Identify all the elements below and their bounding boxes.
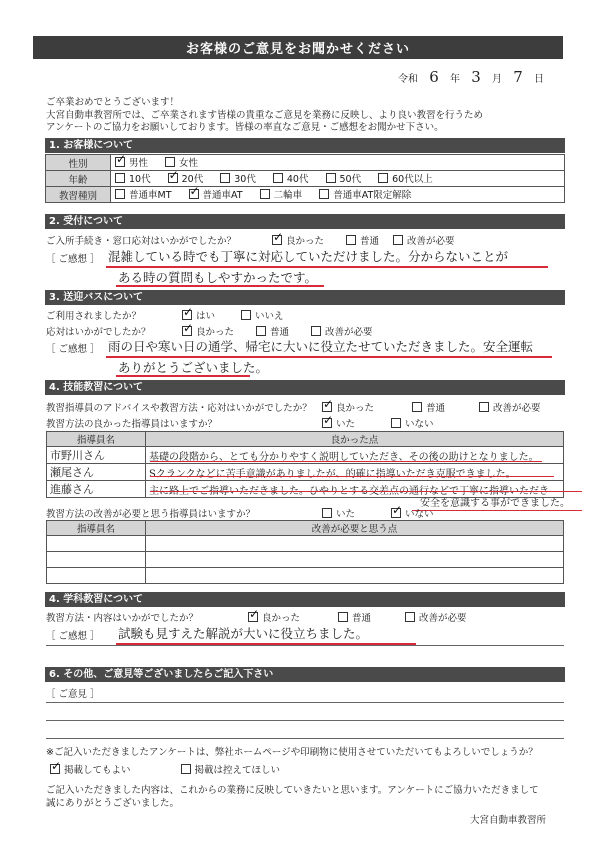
good-point[interactable]: Sクランクなどに苦手意識がありましたが、的確に指導いただき克服できました。 (146, 464, 564, 481)
table-row (47, 536, 564, 552)
improve-point-header: 改善が必要と思う点 (146, 521, 564, 536)
good-instructor-question: 教習方法の良かった指導員はいますか？ (46, 419, 218, 430)
good-instructor-yes-option[interactable] (322, 416, 355, 430)
course-motorcycle-option[interactable] (260, 187, 303, 201)
comment-rule[interactable] (46, 738, 564, 739)
option-label: 30代 (234, 174, 256, 185)
instructor-name-header: 指導員名 (47, 432, 146, 447)
option-label: いた (336, 419, 356, 430)
option-label: 二輪車 (273, 190, 303, 201)
option-label: 良かった (286, 236, 325, 247)
bad-instructor-table (46, 520, 564, 584)
table-header-row (47, 521, 564, 536)
checkbox[interactable] (346, 235, 356, 245)
checkbox[interactable] (220, 173, 230, 183)
option-label: 掲載してもよい (64, 765, 131, 776)
empty-cell[interactable] (146, 536, 564, 552)
empty-cell[interactable] (47, 536, 146, 552)
empty-cell[interactable] (146, 552, 564, 568)
bus-yes-option[interactable] (182, 308, 215, 322)
age-60plus-option[interactable] (378, 171, 433, 185)
option-label: 普通 (360, 236, 380, 247)
thanks-line: 誠にありがとうございました。 (46, 798, 180, 809)
section-skill-header: 4. 技能教習について (45, 380, 565, 395)
instructor-name[interactable]: 進藤さん (47, 481, 146, 498)
checkbox[interactable] (378, 173, 388, 183)
reception-good-option[interactable] (272, 233, 324, 247)
bad-instructor-yes-option[interactable] (322, 506, 355, 520)
good-point-header: 良かった点 (146, 432, 564, 447)
academic-comment-line[interactable]: 試験も見すえた解説が大いに役立ちました。 (118, 626, 369, 641)
checkbox-checked[interactable] (50, 764, 60, 774)
table-header-row (47, 432, 564, 447)
bus-comment-label-wrap: ［ ご感想 ］ (46, 344, 100, 355)
option-label: 改善が必要 (493, 403, 541, 414)
consent-no-option[interactable] (181, 762, 281, 776)
customer-table (45, 154, 565, 203)
course-mt-option[interactable] (115, 187, 172, 201)
checkbox[interactable] (405, 612, 415, 622)
date-month-unit: 月 (492, 74, 502, 85)
checkbox-checked[interactable] (189, 189, 199, 199)
section-customer-header: 1. お客様について (45, 138, 565, 153)
checkbox-checked[interactable] (272, 235, 282, 245)
bus-no-option[interactable] (241, 308, 284, 322)
good-point[interactable]: 基礎の段階から、とても分かりやすく説明していただき、その後の助けとなりました。 (146, 447, 564, 464)
option-label: 女性 (179, 158, 199, 169)
age-label: 年齢 (46, 171, 111, 187)
bus-comment-line[interactable]: 雨の日や寒い日の通学、帰宅に大いに役立たせていただきました。安全運転 (108, 339, 534, 354)
reception-question: ご入所手続き・窓口応対はいかがでしたか？ (46, 236, 237, 247)
checkbox[interactable] (165, 157, 175, 167)
academic-comment-label: ご感想 (58, 631, 88, 642)
age-row (46, 171, 565, 187)
option-label: 改善が必要 (407, 236, 455, 247)
other-comment-label-wrap: ［ ご意見 ］ (46, 689, 100, 700)
empty-cell[interactable] (47, 568, 146, 584)
table-row (47, 464, 564, 481)
bad-instructor-row (46, 506, 448, 520)
good-instructor-table (46, 431, 564, 498)
bus-improve-option[interactable] (311, 324, 373, 338)
thanks-text (46, 784, 566, 810)
skill-improve-option[interactable] (479, 400, 541, 414)
instructor-name[interactable]: 瀬尾さん (47, 464, 146, 481)
option-label: 良かった (336, 403, 375, 414)
option-label: いない (405, 509, 434, 520)
option-label: 良かった (262, 613, 301, 624)
academic-question-row (46, 610, 481, 624)
skill-question: 教習指導員のアドバイスや教習方法・応対はいかがでしたか？ (46, 403, 312, 414)
skill-normal-option[interactable] (412, 400, 445, 414)
course-at-option[interactable] (189, 187, 243, 201)
checkbox[interactable] (115, 173, 125, 183)
reception-comment-label: ご感想 (58, 254, 88, 265)
date-year[interactable]: 6 (429, 68, 439, 86)
bad-instructor-question: 教習方法の改善が必要と思う指導員はいますか？ (46, 509, 256, 520)
bus-comment-label: ご感想 (58, 344, 88, 355)
option-label: 改善が必要 (419, 613, 467, 624)
checkbox-checked[interactable] (182, 326, 192, 336)
option-label: 普通 (270, 327, 290, 338)
gender-male-option[interactable] (115, 155, 148, 169)
reception-question-row (46, 233, 469, 247)
option-label: 40代 (286, 174, 309, 185)
empty-cell[interactable] (146, 568, 564, 584)
age-options (111, 171, 565, 187)
checkbox[interactable] (391, 418, 401, 428)
date-day-unit: 日 (534, 74, 544, 85)
checkbox[interactable] (412, 402, 422, 412)
checkbox[interactable] (393, 235, 403, 245)
option-label: はい (196, 311, 216, 322)
checkbox[interactable] (241, 310, 251, 320)
checkbox[interactable] (338, 612, 348, 622)
option-label: 50代 (339, 174, 362, 185)
course-type-row (46, 187, 565, 203)
reception-comment-line[interactable]: ある時の質問もしやすかったです。 (118, 270, 318, 285)
option-label: 改善が必要 (325, 327, 373, 338)
comment-underline (116, 375, 250, 377)
course-type-options (111, 187, 565, 203)
checkbox-checked[interactable] (115, 157, 125, 167)
academic-question: 教習方法・内容はいかがでしたか？ (46, 613, 199, 624)
checkbox[interactable] (311, 326, 321, 336)
good-instructor-no-option[interactable] (391, 416, 434, 430)
comment-rule[interactable] (46, 720, 564, 721)
form-title: お客様のご意見をお聞かせください (33, 36, 563, 59)
good-point[interactable]: 主に路上でご指導いただきました。ひやりとする交差点の通行などで丁寧に指導いただき (146, 481, 564, 498)
section-bus-header: 3. 送迎バスについて (45, 290, 565, 305)
intro-line: アンケートのご協力をお願いしております。皆様の率直なご意見・ご感想をお聞かせ下さい。 (46, 122, 444, 133)
consent-yes-option[interactable] (50, 762, 131, 776)
checkbox-checked[interactable] (168, 173, 178, 183)
age-50s-option[interactable] (326, 171, 362, 185)
gender-label: 性別 (46, 155, 111, 171)
age-10s-option[interactable] (115, 171, 151, 185)
reception-comment-label-wrap: ［ ご感想 ］ (46, 254, 100, 265)
academic-comment-label-wrap: ［ ご感想 ］ (46, 631, 100, 642)
checkbox[interactable] (273, 173, 283, 183)
date-era: 令和 (398, 74, 418, 85)
reception-improve-option[interactable] (393, 233, 455, 247)
company-name: 大宮自動車教習所 (470, 815, 547, 826)
comment-underline (116, 285, 324, 287)
date-month[interactable]: 3 (471, 68, 481, 86)
intro-line: 大宮自動車教習所では、ご卒業されます皆様の貴重なご意見を業務に反映し、より良い教習を行うため (46, 109, 484, 121)
skill-good-option[interactable] (322, 400, 374, 414)
instructor-name-header: 指導員名 (47, 521, 146, 536)
bus-use-row (46, 308, 298, 322)
reception-comment-line[interactable]: 混雑している時でも丁寧に対応していただけました。分からないことが (108, 249, 509, 264)
checkbox[interactable] (326, 173, 336, 183)
divider (46, 645, 564, 646)
age-20s-option[interactable] (168, 171, 204, 185)
option-label: 良かった (196, 327, 235, 338)
checkbox-checked[interactable] (391, 508, 401, 518)
reception-normal-option[interactable] (346, 233, 379, 247)
empty-cell[interactable] (47, 552, 146, 568)
option-label: いた (336, 509, 356, 520)
option-label: いない (405, 419, 434, 430)
good-instructor-row (46, 416, 448, 430)
checkbox-checked[interactable] (322, 402, 332, 412)
comment-rule[interactable] (46, 702, 564, 703)
checkbox[interactable] (181, 764, 191, 774)
checkbox[interactable] (256, 326, 266, 336)
instructor-name[interactable]: 市野川さん (47, 447, 146, 464)
academic-normal-option[interactable] (338, 610, 371, 624)
bus-use-question: ご利用されましたか？ (46, 311, 142, 322)
option-label: 60代以上 (392, 174, 433, 185)
checkbox[interactable] (260, 189, 270, 199)
checkbox[interactable] (115, 189, 125, 199)
option-label: 掲載は控えてほしい (194, 765, 281, 776)
bus-service-row (46, 324, 387, 338)
section-other-header: 6. その他、ご意見等ございましたらご記入下さい (45, 667, 565, 682)
gender-row (46, 155, 565, 171)
other-comment-label: ご意見 (58, 689, 88, 700)
option-label: 10代 (129, 174, 151, 185)
option-label: 普通 (352, 613, 372, 624)
checkbox[interactable] (322, 508, 332, 518)
course-type-label: 教習種別 (46, 187, 111, 203)
intro-line: ご卒業おめでとうございます！ (46, 97, 180, 108)
academic-improve-option[interactable] (405, 610, 467, 624)
date-year-unit: 年 (450, 74, 460, 85)
course-at-release-option[interactable] (319, 187, 411, 201)
table-row (47, 552, 564, 568)
checkbox[interactable] (319, 189, 329, 199)
bad-instructor-no-option[interactable] (391, 506, 434, 520)
checkbox[interactable] (479, 402, 489, 412)
checkbox-checked[interactable] (248, 612, 258, 622)
thanks-line: ご記入いただきました内容は、これからの業務に反映していきたいと思います。アンケートにご協力いただきまして (46, 785, 539, 796)
intro-text (46, 97, 566, 135)
checkbox-checked[interactable] (322, 418, 332, 428)
comment-underline (150, 491, 582, 492)
gender-female-option[interactable] (165, 155, 198, 169)
age-40s-option[interactable] (273, 171, 309, 185)
comment-underline (150, 461, 542, 462)
age-30s-option[interactable] (220, 171, 256, 185)
date-day[interactable]: 7 (513, 68, 523, 86)
option-label: 普通車MT (129, 190, 172, 201)
bus-service-question: 応対はいかがでしたか？ (46, 327, 151, 338)
option-label: 普通 (426, 403, 446, 414)
option-label: いいえ (255, 311, 284, 322)
option-label: 男性 (129, 158, 149, 169)
section-academic-header: 4. 学科教習について (45, 592, 565, 607)
table-row (47, 568, 564, 584)
option-label: 20代 (181, 174, 204, 185)
bus-good-option[interactable] (182, 324, 234, 338)
date-line (398, 68, 568, 86)
bus-comment-line[interactable]: ありがとうございました。 (118, 360, 269, 375)
comment-underline (150, 476, 554, 477)
good-point-overflow[interactable]: 安全を意識する事ができました。 (420, 498, 570, 509)
option-label: 普通車AT限定解除 (333, 190, 412, 201)
section-reception-header: 2. 受付について (45, 214, 565, 229)
academic-good-option[interactable] (248, 610, 300, 624)
option-label: 普通車AT (202, 190, 243, 201)
bus-normal-option[interactable] (256, 324, 289, 338)
consent-question: ※ご記入いただきましたアンケートは、弊社ホームページや印刷物に使用させていただいてもよろしいでしょうか？ (46, 747, 538, 758)
checkbox-checked[interactable] (182, 310, 192, 320)
skill-question-row (46, 400, 555, 414)
consent-options-row (50, 762, 294, 776)
